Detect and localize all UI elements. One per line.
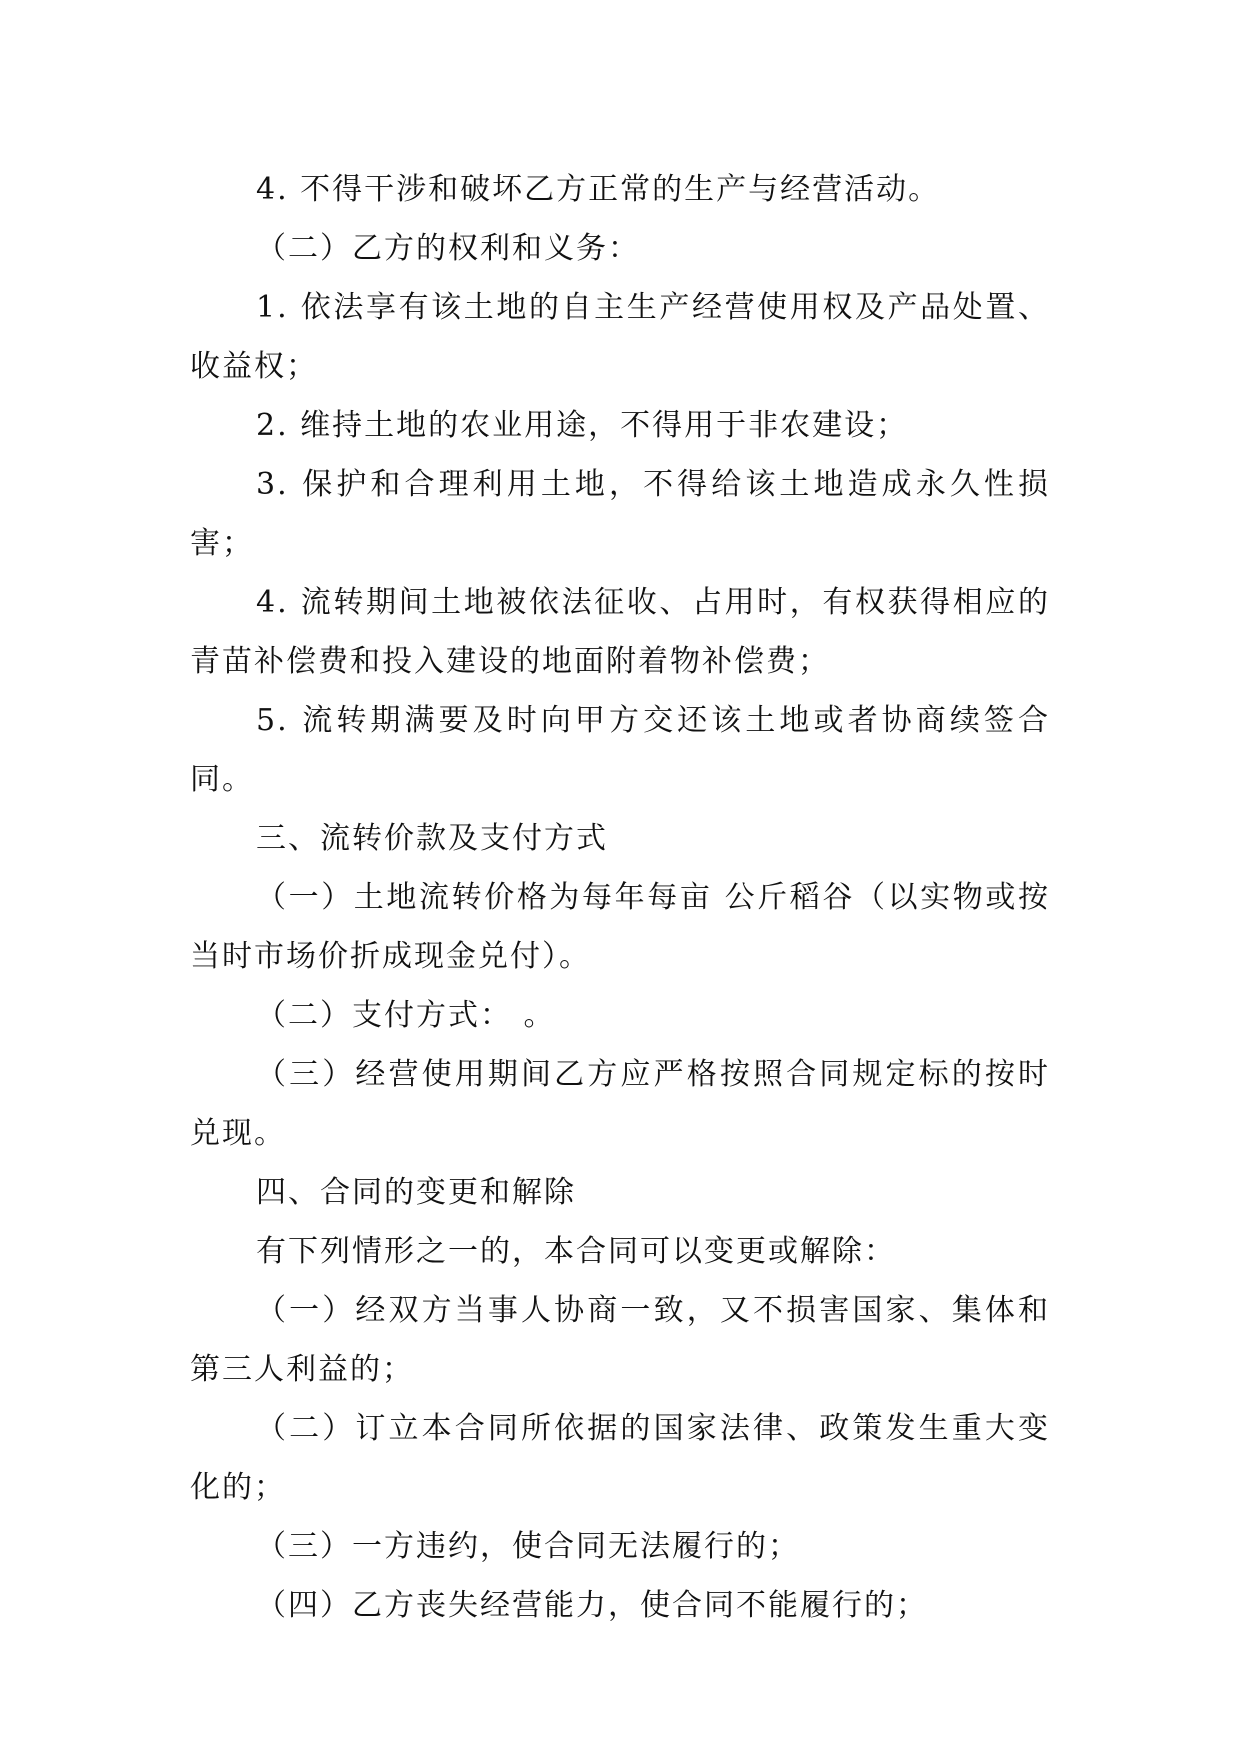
section-heading-price-payment: 三、流转价款及支付方式 [256, 821, 608, 856]
paragraph-price-3: （三）经营使用期间乙方应严格按照合同规定标的按时兑现。 [190, 1057, 1050, 1151]
paragraph-change-3: （三）一方违约，使合同无法履行的； [256, 1529, 800, 1564]
paragraph-price-1: （一）土地流转价格为每年每亩 公斤稻谷（以实物或按当时市场价折成现金兑付）。 [190, 880, 1050, 974]
paragraph-change-intro: 有下列情形之一的，本合同可以变更或解除： [256, 1234, 896, 1269]
paragraph-tenant-right-5: 5. 流转期满要及时向甲方交还该土地或者协商续签合同。 [190, 703, 1050, 797]
paragraph-landlord-duty-4: 4. 不得干涉和破坏乙方正常的生产与经营活动。 [256, 172, 941, 207]
paragraph-price-2: （二）支付方式： 。 [256, 998, 556, 1033]
paragraph-tenant-right-3: 3. 保护和合理利用土地，不得给该土地造成永久性损害； [190, 467, 1050, 561]
paragraph-tenant-right-1: 1. 依法享有该土地的自主生产经营使用权及产品处置、收益权； [190, 290, 1050, 384]
section-heading-tenant-rights: （二）乙方的权利和义务： [256, 231, 640, 266]
paragraph-tenant-right-2: 2. 维持土地的农业用途，不得用于非农建设； [256, 408, 909, 443]
document-body [190, 160, 1050, 1635]
paragraph-change-4: （四）乙方丧失经营能力，使合同不能履行的； [256, 1588, 928, 1623]
paragraph-tenant-right-4: 4. 流转期间土地被依法征收、占用时，有权获得相应的青苗补偿费和投入建设的地面附着物补偿费； [190, 585, 1050, 679]
section-heading-change-termination: 四、合同的变更和解除 [256, 1175, 576, 1210]
paragraph-change-2: （二）订立本合同所依据的国家法律、政策发生重大变化的； [190, 1411, 1050, 1505]
paragraph-change-1: （一）经双方当事人协商一致，又不损害国家、集体和第三人利益的； [190, 1293, 1050, 1387]
